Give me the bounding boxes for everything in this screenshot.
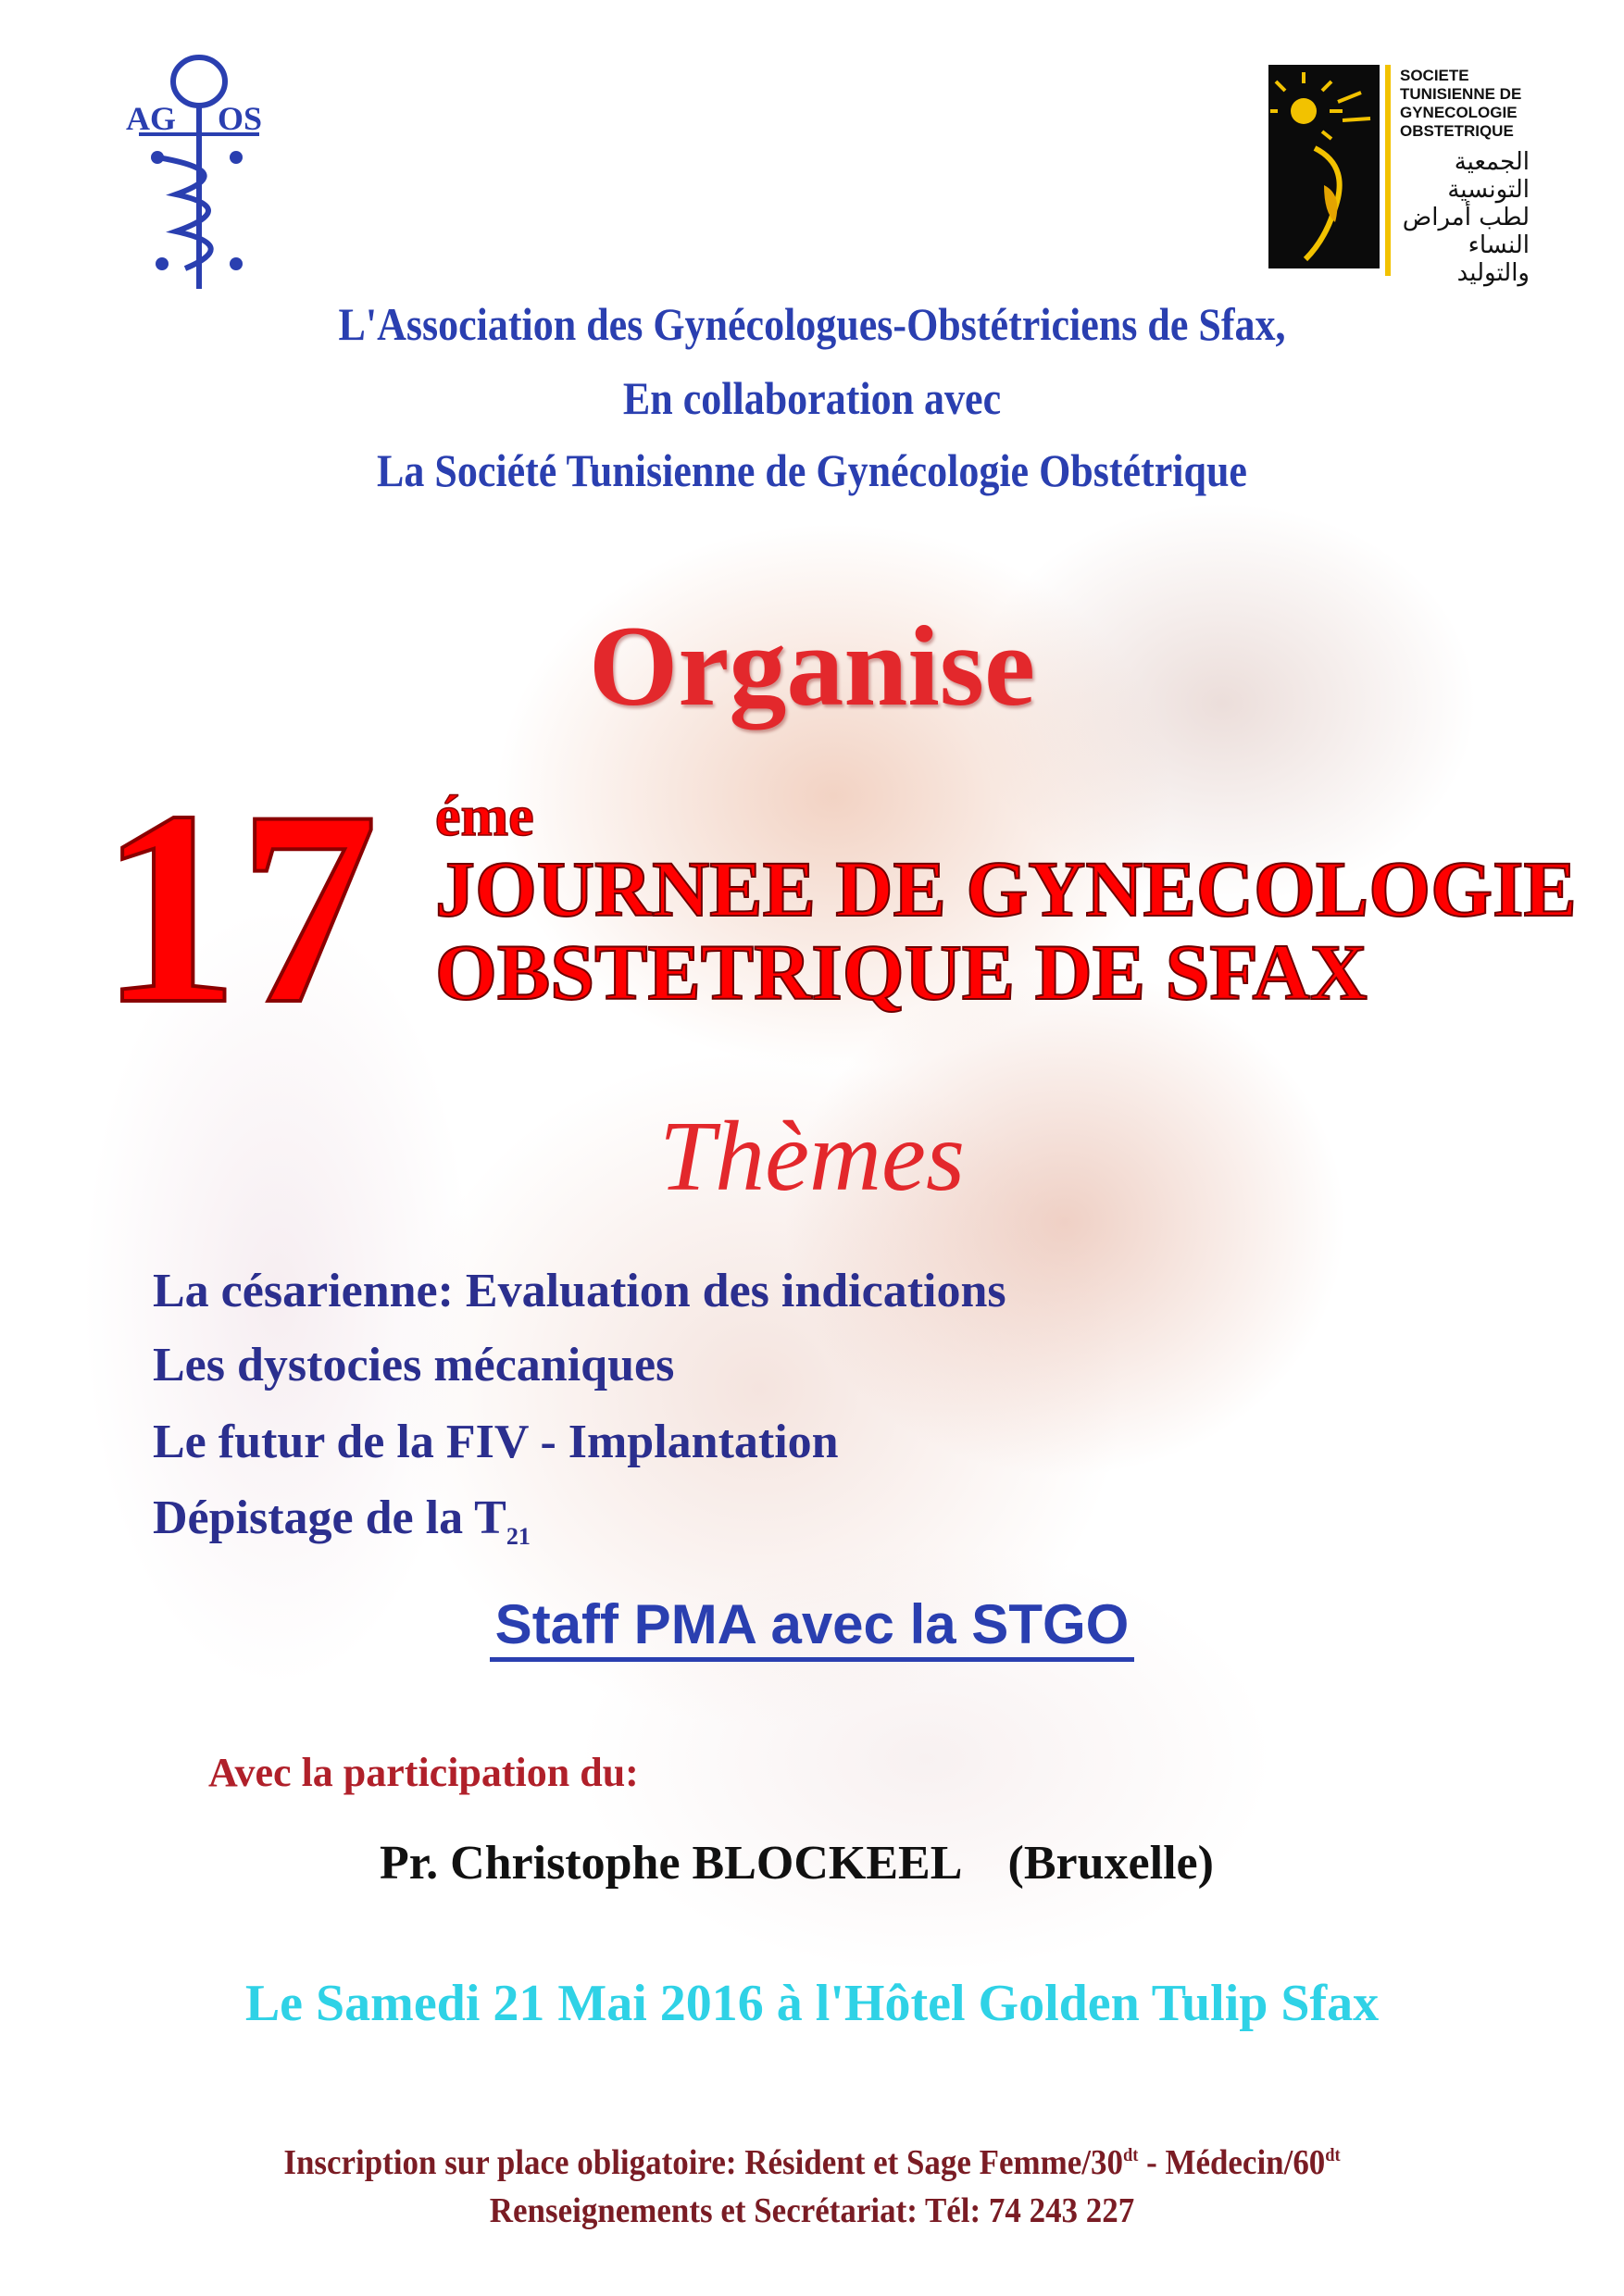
speaker-line: [380, 1836, 1214, 1891]
staff-pma-line: Staff PMA avec la STGO: [0, 1591, 1624, 1659]
event-title-line2: OBSTETRIQUE DE SFAX: [435, 928, 1368, 1017]
agos-logo: [120, 46, 278, 296]
agos-caduceus-logo-icon: [120, 46, 278, 296]
association-name: L'Association des Gynécologues-Obstétriciens de Sfax,: [338, 298, 1286, 350]
collaboration-label: En collaboration avec: [622, 372, 1002, 424]
svg-text:AG: AG: [126, 100, 176, 137]
organise-heading: Organise: [588, 603, 1036, 730]
stgo-logo-text: SOCIETE TUNISIENNE DE GYNECOLOGIE OBSTETRIQUE: [1400, 67, 1522, 140]
society-name: La Société Tunisienne de Gynécologie Obstétrique: [377, 444, 1247, 496]
theme-subscript: 21: [506, 1523, 531, 1550]
theme-item: Dépistage de la $T_{21}$: [153, 1491, 531, 1550]
themes-heading: Thèmes: [659, 1102, 965, 1212]
speaker-city: (Bruxelle): [1007, 1837, 1214, 1890]
contact-info: Renseignements et Secrétariat: Tél: 74 243 227: [489, 2191, 1135, 2230]
edition-number: 17: [100, 754, 378, 1061]
participation-label: Avec la participation du:: [208, 1750, 639, 1795]
svg-text:OS: OS: [218, 100, 263, 137]
edition-ordinal: éme: [435, 785, 534, 848]
stgo-logo-arabic-text: الجمعية التونسية لطب أمراض النساء والتوليد: [1402, 148, 1530, 287]
theme-item: Le futur de la FIV - Implantation: [153, 1416, 839, 1468]
theme-item: Les dystocies mécaniques: [153, 1339, 675, 1391]
stgo-logo-divider: [1385, 65, 1391, 276]
speaker-name: Pr. Christophe BLOCKEEL: [380, 1837, 960, 1890]
stgo-logo: [1268, 65, 1380, 268]
theme-item: La césarienne: Evaluation des indications: [153, 1265, 1006, 1317]
registration-fees: Inscription sur place obligatoire: Résident et Sage Femme/$30^{dt}$ - Médecin/$60^{dt}$: [283, 2143, 1341, 2182]
event-title-line1: JOURNEE DE GYNECOLOGIE: [435, 844, 1577, 933]
stgo-sun-figure-logo-icon: [1268, 65, 1380, 268]
date-and-venue: Le Samedi 21 Mai 2016 à l'Hôtel Golden Tulip Sfax: [244, 1975, 1380, 2032]
